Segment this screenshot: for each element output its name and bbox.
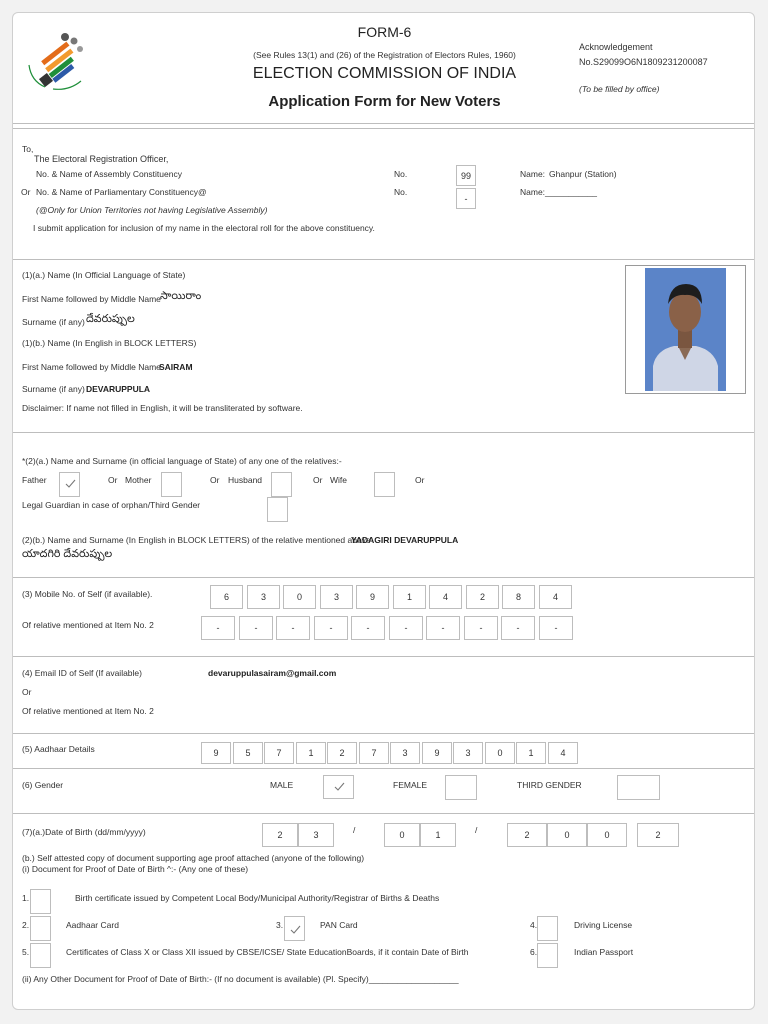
relative-mobile-digit[interactable]: - <box>239 616 273 640</box>
section-divider <box>13 733 755 734</box>
form-number: FORM-6 <box>357 24 412 40</box>
mobile-digit[interactable]: 4 <box>539 585 572 609</box>
relative-local-value: యాదగిరి దేవరుప్పుల <box>22 548 113 560</box>
pan-card-label: PAN Card <box>320 920 358 930</box>
aadhaar-label: (5) Aadhaar Details <box>22 744 95 754</box>
relative-email-label: Of relative mentioned at Item No. 2 <box>22 706 154 716</box>
mobile-digit[interactable]: 1 <box>393 585 426 609</box>
relative-mobile-digit[interactable]: - <box>389 616 423 640</box>
surname-english-label: Surname (if any) <box>22 384 85 394</box>
checkmark-icon <box>64 477 77 490</box>
parliament-no-field[interactable]: - <box>456 188 476 209</box>
checkmark-icon <box>333 780 346 793</box>
aadhaar-digit[interactable]: 7 <box>359 742 389 764</box>
or-label: Or <box>415 475 425 485</box>
or-label: Or <box>22 687 32 697</box>
doc-number: 5. <box>22 947 30 957</box>
applicant-photo <box>625 265 746 394</box>
relative-mobile-digit[interactable]: - <box>464 616 498 640</box>
guardian-checkbox[interactable] <box>267 497 288 522</box>
header-divider <box>13 123 755 124</box>
first-name-english-label: First Name followed by Middle Name <box>22 362 161 372</box>
or-label: Or <box>21 187 31 197</box>
mobile-digit[interactable]: 0 <box>283 585 316 609</box>
aadhaar-digit[interactable]: 9 <box>201 742 231 764</box>
gender-label: (6) Gender <box>22 780 64 790</box>
driving-license-label: Driving License <box>574 920 633 930</box>
name-local-heading: (1)(a.) Name (In Official Language of State) <box>22 270 186 280</box>
section-divider <box>13 768 755 769</box>
wife-label: Wife <box>330 475 347 485</box>
doc-number: 4. <box>530 920 538 930</box>
first-name-local-label: First Name followed by Middle Name <box>22 294 161 304</box>
assembly-no-label: No. <box>394 169 408 179</box>
relative-mobile-digit[interactable]: - <box>426 616 460 640</box>
husband-label: Husband <box>228 475 263 485</box>
dob-day-digit[interactable]: 2 <box>262 823 298 847</box>
checkmark-icon <box>289 923 302 936</box>
class-certificate-checkbox[interactable] <box>30 943 51 968</box>
mobile-digit[interactable]: 3 <box>320 585 353 609</box>
aadhaar-card-checkbox[interactable] <box>30 916 51 941</box>
aadhaar-digit[interactable]: 9 <box>422 742 452 764</box>
rules-reference: (See Rules 13(1) and (26) of the Registration of Electors Rules, 1960) <box>253 50 516 60</box>
ut-note: (@Only for Union Territories not having Legislative Assembly) <box>36 205 268 215</box>
female-checkbox[interactable] <box>445 775 477 800</box>
dob-month-digit[interactable]: 1 <box>420 823 456 847</box>
father-label: Father <box>22 475 47 485</box>
name-english-heading: (1)(b.) Name (In English in BLOCK LETTERS) <box>22 338 197 348</box>
male-label: MALE <box>270 780 294 790</box>
aadhaar-digit[interactable]: 4 <box>548 742 578 764</box>
third-gender-checkbox[interactable] <box>617 775 660 800</box>
dob-month-digit[interactable]: 0 <box>384 823 420 847</box>
relative-mobile-digit[interactable]: - <box>314 616 348 640</box>
header-divider-2 <box>13 128 755 129</box>
birth-certificate-checkbox[interactable] <box>30 889 51 914</box>
passport-checkbox[interactable] <box>537 943 558 968</box>
mobile-digit[interactable]: 6 <box>210 585 243 609</box>
relative-mobile-digit[interactable]: - <box>501 616 535 640</box>
section-divider <box>13 432 755 433</box>
mobile-digit[interactable]: 4 <box>429 585 462 609</box>
relative-mobile-digit[interactable]: - <box>351 616 385 640</box>
doc-number: 3. <box>276 920 284 930</box>
acknowledgement-number: No.S29099O6N1809231200087 <box>579 57 708 67</box>
aadhaar-card-label: Aadhaar Card <box>66 920 119 930</box>
wife-checkbox[interactable] <box>374 472 395 497</box>
male-checkbox[interactable] <box>323 775 354 799</box>
section-divider <box>13 259 755 260</box>
surname-local-label: Surname (if any) <box>22 317 85 327</box>
mobile-digit[interactable]: 9 <box>356 585 389 609</box>
doc-number: 2. <box>22 920 30 930</box>
commission-name: ELECTION COMMISSION OF INDIA <box>252 65 517 82</box>
or-label: Or <box>313 475 323 485</box>
relative-mobile-label: Of relative mentioned at Item No. 2 <box>22 620 154 630</box>
aadhaar-digit[interactable]: 7 <box>264 742 294 764</box>
submission-statement: I submit application for inclusion of my name in the electoral roll for the above constituency. <box>33 223 375 233</box>
aadhaar-digit[interactable]: 3 <box>390 742 420 764</box>
aadhaar-digit[interactable]: 2 <box>327 742 357 764</box>
mobile-label: (3) Mobile No. of Self (if available). <box>22 589 153 599</box>
section-divider <box>13 813 755 814</box>
relative-mobile-digit[interactable]: - <box>539 616 573 640</box>
form-page <box>12 12 755 1010</box>
dob-proof-heading: (i) Document for Proof of Date of Birth ^:- (Any one of these) <box>22 864 249 874</box>
other-document-label: (ii) Any Other Document for Proof of Date of Birth:- (If no document is available) (Pl. Specify)___________________ <box>22 974 459 984</box>
surname-english-value: DEVARUPPULA <box>86 384 151 394</box>
or-label: Or <box>210 475 220 485</box>
eci-logo <box>25 31 91 93</box>
guardian-label: Legal Guardian in case of orphan/Third Gender <box>22 500 201 510</box>
passport-label: Indian Passport <box>574 947 634 957</box>
section-divider <box>13 656 755 657</box>
aadhaar-digit[interactable]: 1 <box>296 742 326 764</box>
parliament-no-label: No. <box>394 187 408 197</box>
relative-mobile-digit[interactable]: - <box>276 616 310 640</box>
dob-year-digit[interactable]: 0 <box>587 823 627 847</box>
husband-checkbox[interactable] <box>271 472 292 497</box>
dob-day-digit[interactable]: 3 <box>298 823 334 847</box>
or-label: Or <box>108 475 118 485</box>
transliteration-disclaimer: Disclaimer: If name not filled in English, it will be transliterated by software. <box>22 403 303 413</box>
aadhaar-digit[interactable]: 0 <box>485 742 515 764</box>
doc-number: 1. <box>22 893 30 903</box>
driving-license-checkbox[interactable] <box>537 916 558 941</box>
section-divider <box>13 577 755 578</box>
dob-year-digit[interactable]: 2 <box>637 823 679 847</box>
acknowledgement-label: Acknowledgement <box>579 42 653 52</box>
parliament-name-label: Name:___________ <box>520 187 598 197</box>
assembly-label: No. & Name of Assembly Constituency <box>36 169 182 179</box>
pan-card-checkbox[interactable] <box>284 916 305 941</box>
dob-label: (7)(a.)Date of Birth (dd/mm/yyyy) <box>22 827 146 837</box>
to-label: To, <box>22 144 34 154</box>
relative-mobile-digit[interactable]: - <box>201 616 235 640</box>
date-separator: / <box>353 825 356 835</box>
third-gender-label: THIRD GENDER <box>517 780 582 790</box>
aadhaar-digit[interactable]: 1 <box>516 742 546 764</box>
relative-english-heading: (2)(b.) Name and Surname (In English in BLOCK LETTERS) of the relative mentioned above <box>22 535 371 545</box>
first-name-english-value: SAIRAM <box>159 362 193 372</box>
mobile-digit[interactable]: 2 <box>466 585 499 609</box>
female-label: FEMALE <box>393 780 428 790</box>
office-note: (To be filled by office) <box>579 84 660 94</box>
relative-english-value: YADAGIRI DEVARUPPULA <box>351 535 459 545</box>
mobile-digit[interactable]: 8 <box>502 585 535 609</box>
doc-number: 6. <box>530 947 538 957</box>
mobile-digit[interactable]: 3 <box>247 585 280 609</box>
form-title: Application Form for New Voters <box>268 93 501 110</box>
aadhaar-digit[interactable]: 3 <box>453 742 483 764</box>
first-name-local-value: సాయిరాం <box>160 290 202 302</box>
aadhaar-digit[interactable]: 5 <box>233 742 263 764</box>
class-certificate-label: Certificates of Class X or Class XII issued by CBSE/ICSE/ State EducationBoards, if it contain Date of Birth <box>66 947 469 957</box>
parliament-label: No. & Name of Parliamentary Constituency@ <box>36 187 207 197</box>
date-separator: / <box>475 825 478 835</box>
surname-local-value: దేవరుప్పుల <box>86 313 135 325</box>
relative-local-heading: *(2)(a.) Name and Surname (in official language of State) of any one of the relatives:- <box>22 456 342 466</box>
dob-year-digit[interactable]: 0 <box>547 823 587 847</box>
email-value[interactable]: devaruppulasairam@gmail.com <box>208 668 337 678</box>
assembly-name: Ghanpur (Station) <box>549 169 617 179</box>
birth-certificate-label: Birth certificate issued by Competent Local Body/Municipal Authority/Registrar of Births & Deaths <box>75 893 440 903</box>
mother-label: Mother <box>125 475 152 485</box>
assembly-name-label: Name: <box>520 169 546 179</box>
dob-year-digit[interactable]: 2 <box>507 823 547 847</box>
email-label: (4) Email ID of Self (If available) <box>22 668 142 678</box>
officer-label: The Electoral Registration Officer, <box>34 154 169 164</box>
mother-checkbox[interactable] <box>161 472 182 497</box>
age-proof-heading: (b.) Self attested copy of document supporting age proof attached (anyone of the following) <box>22 853 365 863</box>
father-checkbox[interactable] <box>59 472 80 497</box>
assembly-no-field[interactable]: 99 <box>456 165 476 186</box>
